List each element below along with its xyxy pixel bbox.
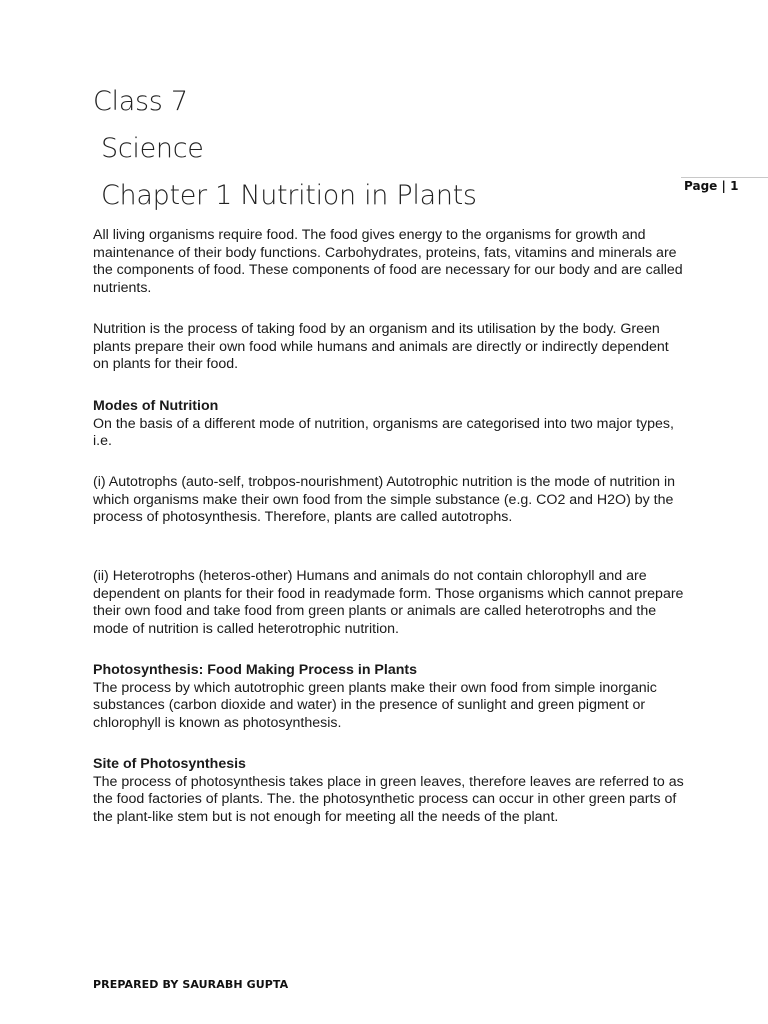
section-modes-of-nutrition xyxy=(93,398,685,451)
section-heading: Site of Photosynthesis xyxy=(93,756,246,772)
paragraph-text: On the basis of a different mode of nutrition, organisms are categorised into two major types, i.e. xyxy=(93,415,674,449)
paragraph-text: The process by which autotrophic green plants make their own food from simple inorganic substances (carbon dioxide and water) in the presence of sunlight and green pigment or chlorophyll is known as photosynthesis. xyxy=(93,679,657,731)
paragraph-text: Nutrition is the process of taking food by an organism and its utilisation by the body. Green plants prepare their own food while humans and animals are directly or indirectly dependent on plants for their food. xyxy=(93,321,669,372)
chapter-title: Chapter 1 Nutrition in Plants xyxy=(101,180,477,211)
section-heading: Modes of Nutrition xyxy=(93,398,219,414)
page-number-value: 1 xyxy=(730,179,739,193)
page-number xyxy=(684,179,738,193)
paragraph-nutrition-definition xyxy=(93,321,685,374)
paragraph-text: (i) Autotrophs (auto-self, trobpos-nourishment) Autotrophic nutrition is the mode of nutrition in which organisms make their own food from the simple substance (e.g. CO2 and H2O) by the process of photosynthesis. Therefore, plants are called autotrophs. xyxy=(93,474,675,525)
footer-author: PREPARED BY SAURABH GUPTA xyxy=(93,978,289,991)
subject-title: Science xyxy=(101,133,204,164)
section-site-of-photosynthesis xyxy=(93,756,685,826)
page-number-rule xyxy=(681,177,768,178)
paragraph-autotrophs xyxy=(93,474,685,527)
paragraph-text: The process of photosynthesis takes place in green leaves, therefore leaves are referred to as the food factories of plants. The. the photosynthetic process can occur in other green parts of the plant-like stem but is not enough for meeting all the needs of the plant. xyxy=(93,773,684,825)
class-title: Class 7 xyxy=(93,86,188,117)
section-heading: Photosynthesis: Food Making Process in Plants xyxy=(93,662,418,678)
page-number-label: Page xyxy=(684,179,718,193)
section-photosynthesis xyxy=(93,662,685,732)
paragraph-text: All living organisms require food. The food gives energy to the organisms for growth and maintenance of their body functions. Carbohydrates, proteins, fats, vitamins and minerals are the components of food. These components of food are necessary for our body and are called nutrients. xyxy=(93,227,683,296)
paragraph-text: (ii) Heterotrophs (heteros-other) Humans and animals do not contain chlorophyll and are dependent on plants for their food in readymade form. Those organisms which cannot prepare their own food and take food from green plants or animals are called heterotrophs and the mode of nutrition is called heterotrophic nutrition. xyxy=(93,568,684,637)
page-number-separator: | xyxy=(717,179,731,193)
paragraph-food-intro xyxy=(93,227,685,297)
paragraph-heterotrophs xyxy=(93,568,685,638)
